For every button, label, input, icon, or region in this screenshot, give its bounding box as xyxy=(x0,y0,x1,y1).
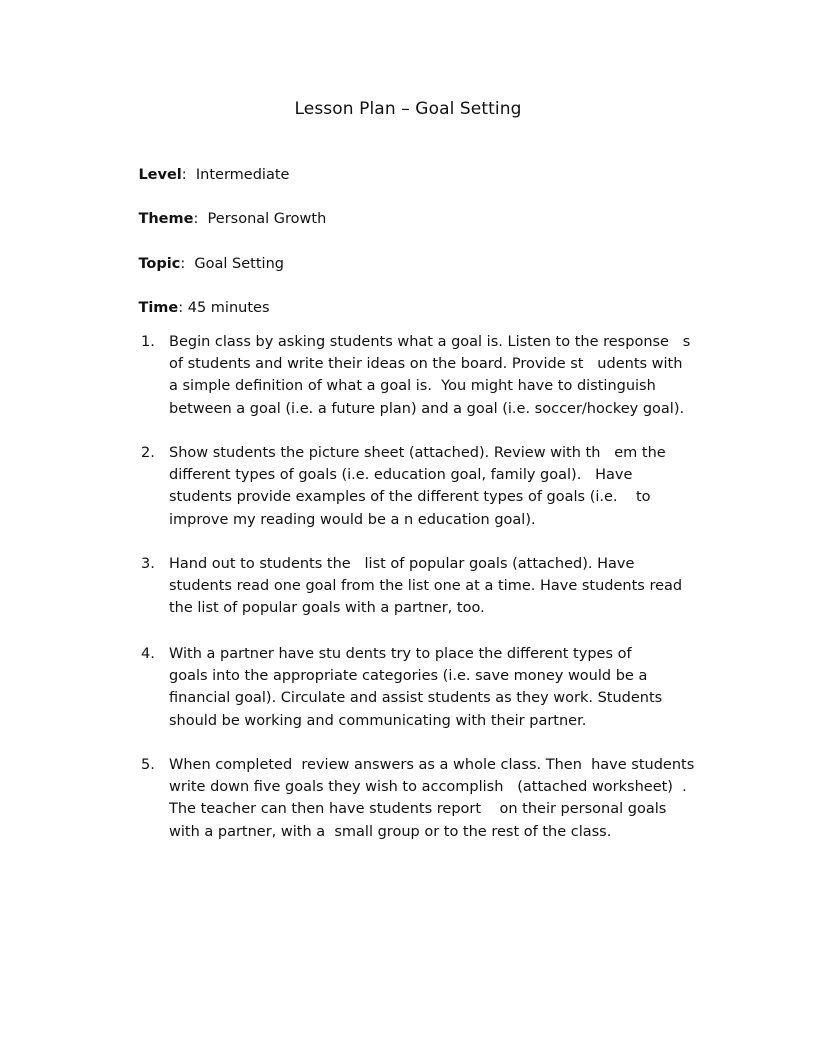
time-label: Time xyxy=(138,300,179,316)
time-value: : 45 minutes xyxy=(178,300,270,316)
step-text xyxy=(169,331,699,420)
step-line: write down five goals they wish to accomplish (attached worksheet) . xyxy=(169,779,687,796)
step-line: a simple definition of what a goal is. You might have to distinguish xyxy=(169,378,656,395)
step-line: Hand out to students the list of popular goals (attached). Have xyxy=(169,556,635,572)
theme-value: : Personal Growth xyxy=(193,211,327,227)
step-text xyxy=(169,754,699,843)
level-value: : Intermediate xyxy=(181,167,290,183)
topic-label: Topic xyxy=(138,256,181,272)
step-line: the list of popular goals with a partner, too. xyxy=(169,600,485,617)
step-line: with a partner, with a small group or to the rest of the class. xyxy=(169,823,612,840)
step-number: 5. xyxy=(141,757,155,773)
step-number: 1. xyxy=(141,334,155,350)
step-number: 2. xyxy=(141,445,155,461)
step-text xyxy=(169,442,699,531)
level-label: Level xyxy=(138,167,182,183)
step-line: students provide examples of the different types of goals (i.e. to xyxy=(169,489,651,506)
step-line: Show students the picture sheet (attached). Review with th em the xyxy=(169,445,666,461)
step-line: The teacher can then have students report on their personal goals xyxy=(169,801,667,818)
step-text xyxy=(169,643,699,732)
step-line: should be working and communicating with their partner. xyxy=(169,712,587,729)
step-line: When completed review answers as a whole class. Then have students xyxy=(169,757,695,773)
step-line: goals into the appropriate categories (i.e. save money would be a xyxy=(169,668,648,685)
step-number: 4. xyxy=(141,646,155,662)
step-line: different types of goals (i.e. education goal, family goal). Have xyxy=(169,467,633,484)
step-line: improve my reading would be a n education goal). xyxy=(169,511,536,528)
step-line: Begin class by asking students what a goal is. Listen to the response s xyxy=(169,334,691,350)
step-text xyxy=(169,553,699,620)
step-line: of students and write their ideas on the board. Provide st udents with xyxy=(169,356,683,373)
topic-value: : Goal Setting xyxy=(180,256,284,272)
page-title: Lesson Plan – Goal Setting xyxy=(294,99,522,119)
theme-label: Theme xyxy=(138,211,194,227)
step-line: between a goal (i.e. a future plan) and a goal (i.e. soccer/hockey goal). xyxy=(169,400,685,417)
step-line: With a partner have stu dents try to place the different types of xyxy=(169,646,632,662)
step-line: students read one goal from the list one at a time. Have students read xyxy=(169,578,683,595)
step-line: financial goal). Circulate and assist students as they work. Students xyxy=(169,690,663,707)
step-number: 3. xyxy=(141,556,155,572)
